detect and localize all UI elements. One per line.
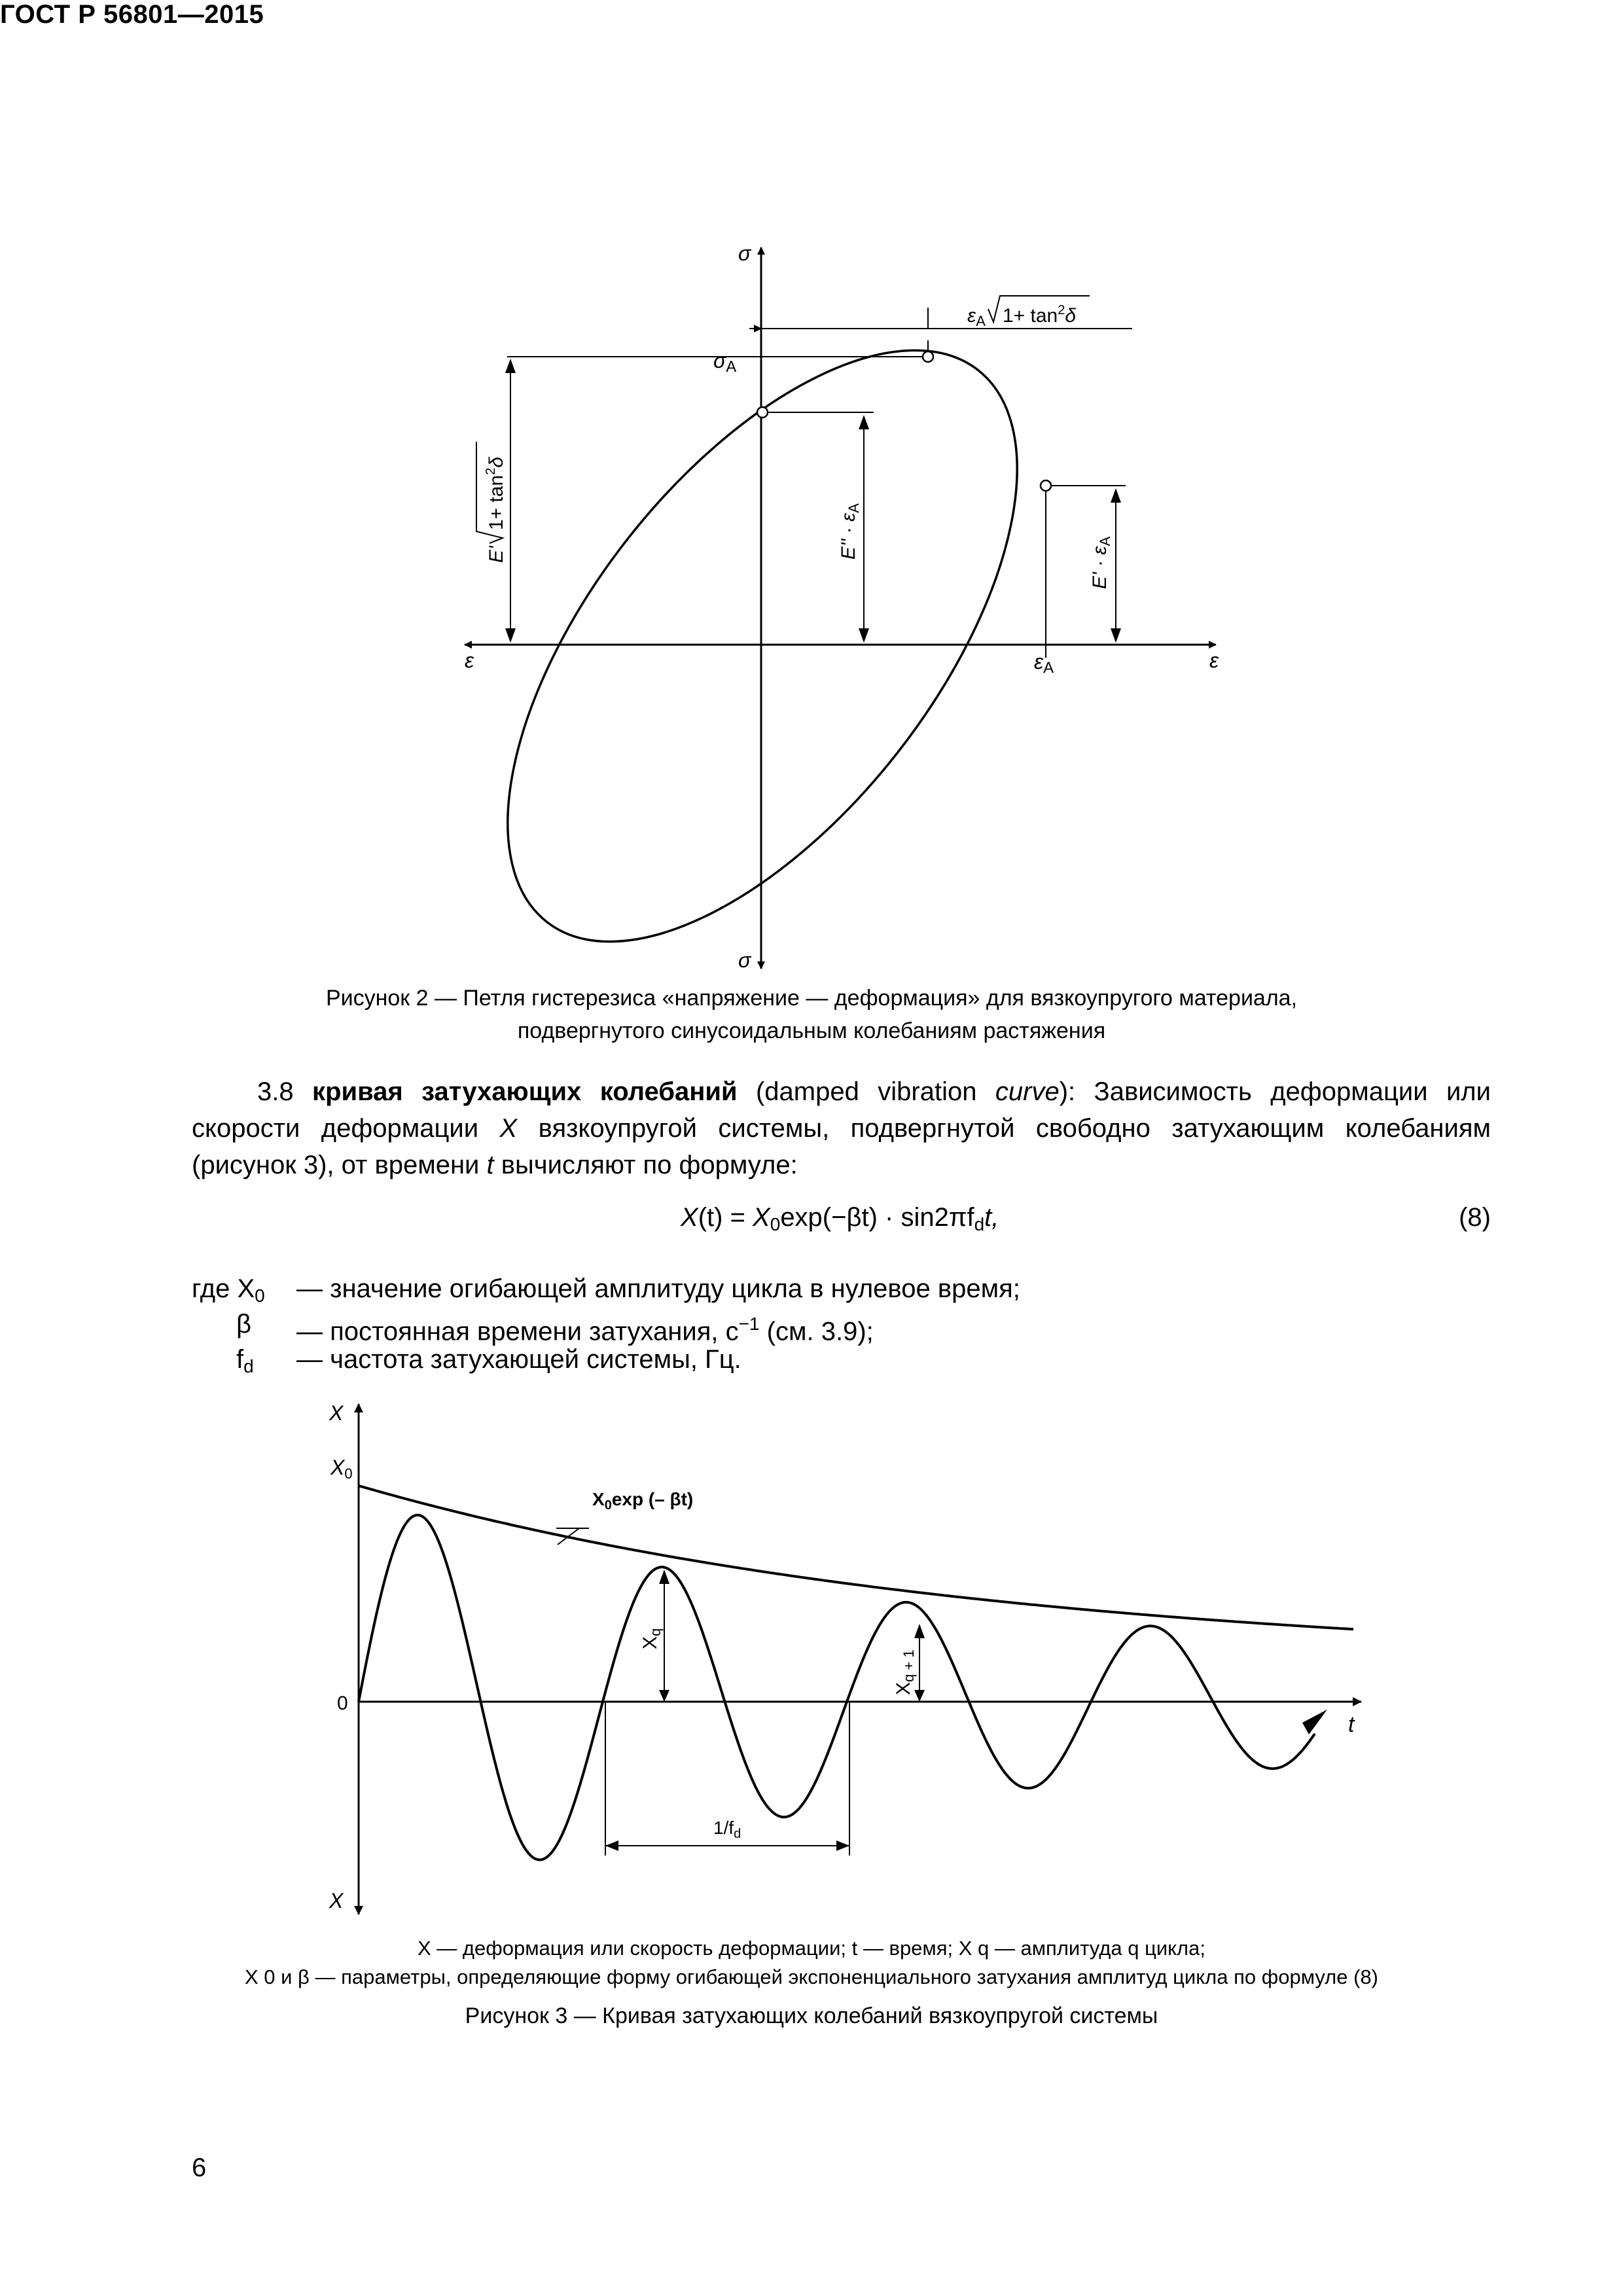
sigma-bottom-label: σ — [738, 948, 751, 972]
formula-number: (8) — [1459, 1203, 1491, 1232]
top-dimension-label: $\varepsilon_A$ — [967, 305, 986, 329]
epsilon-left-label: ε — [465, 649, 474, 672]
top-dimension-root: $1+ \tan^2\delta$ — [1003, 303, 1077, 327]
x-top-label: X — [329, 1401, 344, 1425]
figure-2-caption: Рисунок 2 — Петля гистерезиса «напряжение — деформация» для вязкоупругого материала, подвергнутого синусоидальным колебаниям растяжения — [325, 986, 1298, 1043]
x0-label: X0 — [330, 1456, 353, 1482]
zero-label: 0 — [337, 1693, 348, 1714]
figure-3-legend: X — деформация или скорость деформации; t — время; X q — амплитуда q цикла; X 0 и β — параметры, определяющие форму огибающей экспоненциального затухания амплитуд цикла по формуле (8) — [244, 1937, 1379, 1988]
curve-end-arrow — [1302, 1710, 1327, 1734]
svg-text:Xq: $X_q$ — [639, 1628, 664, 1649]
formula-8: $X(t) = X_0\exp(-\beta t) \cdot \sin 2\pi f_dt$, — [681, 1203, 999, 1234]
sigma-a-label: σA — [713, 349, 737, 376]
xq-label — [639, 1628, 664, 1649]
svg-text:E' · εA: $E' \cdot \varepsilon_A$ — [1089, 536, 1113, 589]
page-number: 6 — [192, 2153, 207, 2182]
t-axis-label: t — [1348, 1712, 1355, 1737]
section-3-8: 3.8 кривая затухающих колебаний (damped vibration curve): Зависимость деформации или скорости деформации X вязкоупругой системы, подвергнутой свободно затухающим колебаниям (рисунок 3), от времени t вычисляют по формуле: — [192, 1077, 1491, 1179]
x-bottom-label: X — [329, 1889, 344, 1912]
epsilon-a-label: εA — [1034, 650, 1054, 677]
document-header: ГОСТ Р 56801—2015 — [0, 0, 264, 29]
period-label: $1/f_d$ — [713, 1818, 741, 1841]
svg-text:E'' · εA: $E'' \cdot \varepsilon_A$ — [838, 503, 862, 560]
epsilon-right-label: ε — [1209, 649, 1219, 672]
damped-curve — [359, 1515, 1315, 1860]
sigma-top-label: σ — [738, 242, 751, 265]
svg-text:1+ tan2δ: $1+ \tan^2\delta$ — [484, 456, 507, 530]
envelope-label: $X_0\exp$ (– βt) — [592, 1489, 694, 1513]
svg-text:E': E' — [486, 546, 507, 563]
svg-text:Xq + 1: $X_{q + 1}$ — [893, 1649, 917, 1695]
envelope-curve — [359, 1486, 1353, 1629]
figure-3-caption: Рисунок 3 — Кривая затухающих колебаний вязкоупругой системы — [465, 2003, 1158, 2028]
xq1-label — [893, 1649, 917, 1695]
